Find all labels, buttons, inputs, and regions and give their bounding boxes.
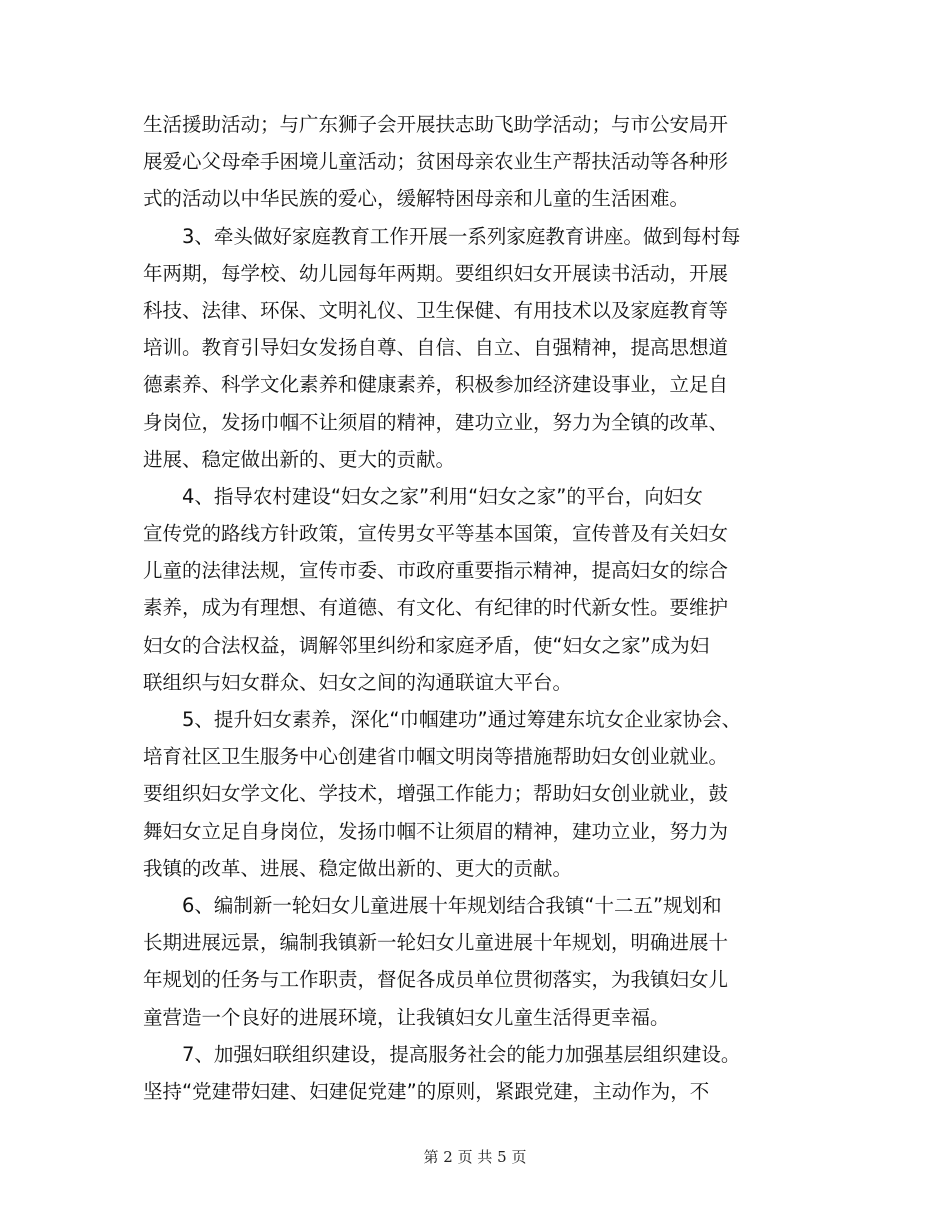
text-line: 3、牵头做好家庭教育工作开展一系列家庭教育讲座。做到每村每: [182, 224, 741, 248]
text-line: 年两期，每学校、幼儿园每年两期。要组织妇女开展读书活动，开展: [143, 261, 729, 285]
text-line: 儿童的法律法规，宣传市委、市政府重要指示精神，提高妇女的综合: [143, 559, 729, 583]
text-line: 要组织妇女学文化、学技术，增强工作能力；帮助妇女创业就业，鼓: [143, 782, 729, 806]
text-line: 4、指导农村建设“妇女之家”利用“妇女之家”的平台，向妇女: [182, 484, 703, 508]
text-line: 科技、法律、环保、文明礼仪、卫生保健、有用技术以及家庭教育等: [143, 298, 729, 322]
text-line: 培训。教育引导妇女发扬自尊、自信、自立、自强精神，提高思想道: [143, 336, 729, 360]
text-line: 宣传党的路线方针政策，宣传男女平等基本国策，宣传普及有关妇女: [143, 522, 729, 546]
text-line: 联组织与妇女群众、妇女之间的沟通联谊大平台。: [143, 670, 573, 694]
text-line: 童营造一个良好的进展环境，让我镇妇女儿童生活得更幸福。: [143, 1005, 670, 1029]
page-number-label: 第 2 页 共 5 页: [423, 1148, 527, 1166]
text-line: 7、加强妇联组织建设，提高服务社会的能力加强基层组织建设。: [182, 1042, 741, 1066]
text-line: 我镇的改革、进展、稳定做出新的、更大的贡献。: [143, 856, 573, 880]
text-line: 展爱心父母牵手困境儿童活动；贫困母亲农业生产帮扶活动等各种形: [143, 150, 729, 174]
text-line: 年规划的任务与工作职责，督促各成员单位贯彻落实，为我镇妇女儿: [143, 968, 729, 992]
text-line: 德素养、科学文化素养和健康素养，积极参加经济建设事业，立足自: [143, 373, 729, 397]
text-line: 长期进展远景，编制我镇新一轮妇女儿童进展十年规划，明确进展十: [143, 931, 729, 955]
text-line: 5、提升妇女素养，深化“巾帼建功”通过筹建东坑女企业家协会、: [182, 708, 742, 731]
text-line: 素养，成为有理想、有道德、有文化、有纪律的时代新女性。要维护: [143, 596, 729, 620]
text-line: 坚持“党建带妇建、妇建促党建”的原则，紧跟党建，主动作为，不: [143, 1079, 710, 1103]
text-line: 生活援助活动；与广东狮子会开展扶志助飞助学活动；与市公安局开: [143, 113, 729, 136]
text-line: 身岗位，发扬巾帼不让须眉的精神，建功立业，努力为全镇的改革、: [143, 410, 729, 434]
page-footer: [0, 1146, 950, 1168]
text-line: 6、编制新一轮妇女儿童进展十年规划结合我镇“十二五”规划和: [182, 893, 722, 917]
text-line: 式的活动以中华民族的爱心，缓解特困母亲和儿童的生活困难。: [143, 187, 690, 211]
document-body: [143, 106, 815, 1110]
text-line: 舞妇女立足自身岗位，发扬巾帼不让须眉的精神，建功立业，努力为: [143, 819, 729, 843]
text-line: 进展、稳定做出新的、更大的贡献。: [143, 447, 456, 471]
text-line: 培育社区卫生服务中心创建省巾帼文明岗等措施帮助妇女创业就业。: [143, 745, 729, 769]
text-line: 妇女的合法权益，调解邻里纠纷和家庭矛盾，使“妇女之家”成为妇: [143, 633, 710, 657]
